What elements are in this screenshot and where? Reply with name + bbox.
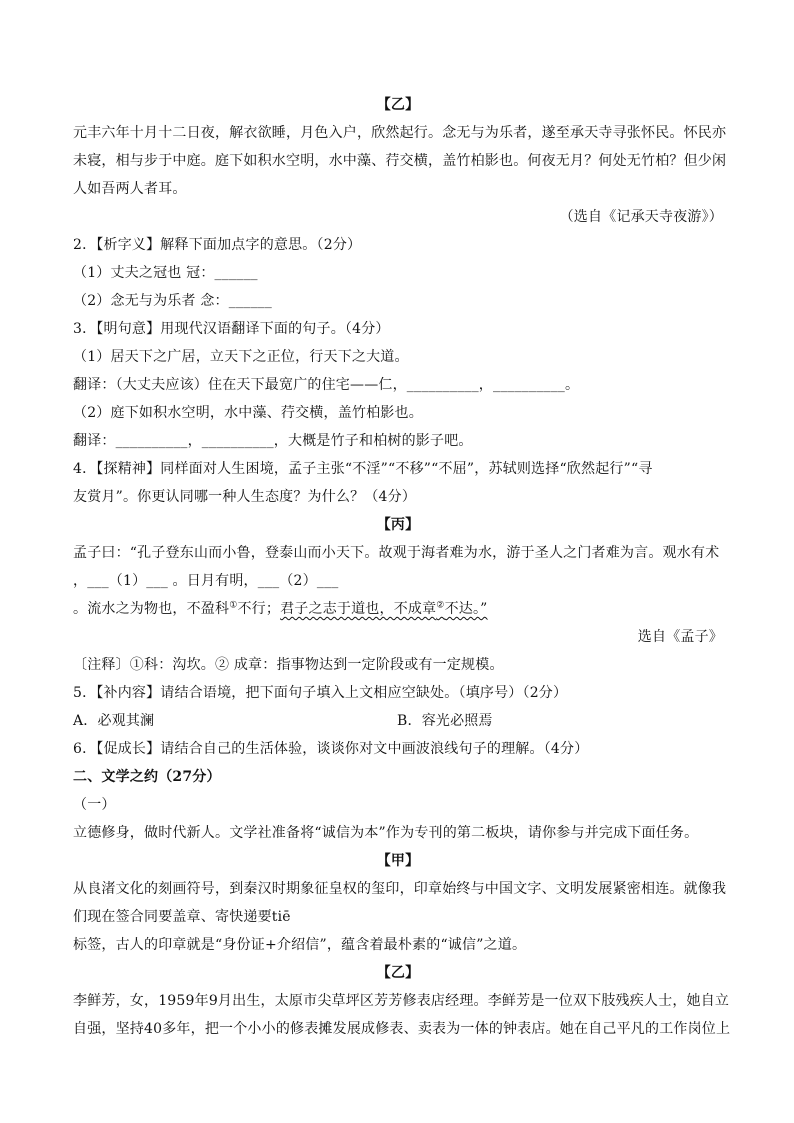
- question-5-title: 5．【补内容】请结合语境，把下面句子填入上文相应空缺处。（填序号）（2分）: [73, 685, 568, 701]
- question-3-translation-1: 翻译：（大丈夫应该）住在天下最宽广的住宅——仁，__________，__________。: [73, 377, 580, 393]
- annotation-notes: 〔注释〕①科：沟坎。② 成章：指事物达到一定阶段或有一定规模。: [73, 657, 504, 673]
- part-2-heading: 二、文学之约（27分）: [73, 769, 221, 785]
- source-citation: 选自《孟子》: [637, 629, 723, 645]
- section-heading-yi-2: 【乙】: [376, 965, 420, 981]
- passage-line: 从良渚文化的刻画符号，到秦汉时期象征皇权的玺印，印章始终与中国文字、文明发展紧密相连。就像我: [73, 881, 727, 897]
- passage-line-with-blanks: ，___（1）___ 。日月有明，___（2）___: [73, 573, 339, 589]
- question-3-title: 3．【明句意】用现代汉语翻译下面的句子。（4分）: [73, 321, 390, 337]
- passage-line: 李鲜芳，女，1959年9月出生，太原市尖草坪区芳芳修表店经理。李鲜芳是一位双下肢残疾人士，她自立: [73, 993, 730, 1009]
- wavy-text: 不达。”: [444, 601, 488, 617]
- question-5-option-b: B．容光必照焉: [397, 713, 493, 729]
- question-3-item-1: （1）居天下之广居，立天下之正位，行天下之大道。: [73, 349, 409, 365]
- section-heading-yi: 【乙】: [376, 97, 420, 113]
- section-heading-jia: 【甲】: [376, 853, 420, 869]
- passage-text: 。流水之为物也，不盈科: [73, 601, 230, 617]
- passage-line: 人如吾两人者耳。: [73, 181, 187, 197]
- passage-line: [73, 600, 488, 618]
- question-4-line-1: 4．【探精神】同样面对人生困境，孟子主张“不淫”“不移”“不屈”，苏轼则选择“欣然起行”“寻: [73, 461, 653, 477]
- section-heading-bing: 【丙】: [376, 517, 420, 533]
- question-4-line-2: 友赏月”。你更认同哪一种人生态度？为什么？（4分）: [73, 489, 417, 505]
- question-3-item-2: （2）庭下如积水空明，水中藻、荇交横，盖竹柏影也。: [73, 405, 423, 421]
- passage-line: 们现在签合同要盖章、寄快递要tiē: [73, 909, 291, 925]
- question-3-translation-2: 翻译：__________，__________，大概是竹子和柏树的影子吧。: [73, 433, 473, 449]
- note-marker: ②: [436, 600, 445, 611]
- question-6-title: 6．【促成长】请结合自己的生活体验，谈谈你对文中画波浪线句子的理解。（4分）: [73, 741, 589, 757]
- passage-line: 自强，坚持40多年，把一个小小的修表摊发展成修表、卖表为一体的钟表店。她在自己平凡的工作岗位上: [73, 1021, 731, 1037]
- passage-line: 孟子曰：“孔子登东山而小鲁，登泰山而小天下。故观于海者难为水，游于圣人之门者难为言。观水有术: [73, 545, 720, 561]
- passage-line: 标签，古人的印章就是“身份证+介绍信”，蕴含着最朴素的“诚信”之道。: [73, 937, 527, 953]
- passage-line: 未寝，相与步于中庭。庭下如积水空明，水中藻、荇交横，盖竹柏影也。何夜无月？何处无竹柏？但少闲: [73, 153, 727, 169]
- wavy-underlined-sentence: [280, 601, 487, 617]
- question-5-option-a: A．必观其澜: [73, 713, 155, 729]
- passage-line: 元丰六年十月十二日夜，解衣欲睡，月色入户，欣然起行。念无与为乐者，遂至承天寺寻张怀民。怀民亦: [73, 125, 727, 141]
- question-2-title: 2．【析字义】解释下面加点字的意思。（2分）: [73, 237, 362, 253]
- source-citation: （选自《记承天寺夜游》）: [559, 209, 723, 225]
- part-2-intro: 立德修身，做时代新人。文学社准备将“诚信为本”作为专刊的第二板块，请你参与并完成下面任务。: [73, 825, 699, 841]
- question-2-item-2: （2）念无与为乐者 念：______: [73, 293, 272, 309]
- wavy-text: 君子之志于道也，不成章: [280, 601, 437, 617]
- part-2-subsection: （一）: [73, 797, 116, 813]
- note-marker: ①: [229, 600, 238, 611]
- passage-text: 不行；: [237, 601, 281, 617]
- question-2-item-1: （1）丈夫之冠也 冠：______: [73, 265, 258, 281]
